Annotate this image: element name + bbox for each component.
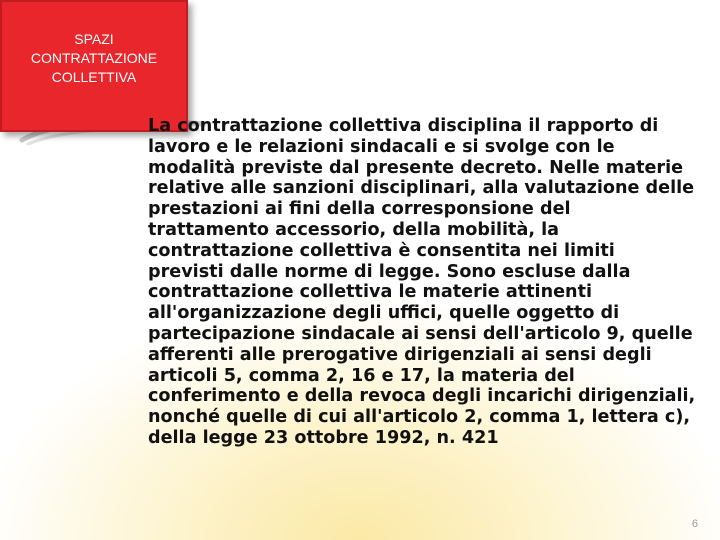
slide-title-line-2: CONTRATTAZIONE (30, 50, 158, 66)
body-paragraph: La contrattazione collettiva disciplina il rapporto di lavoro e le relazioni sindacali e si svolge con le modalità previste dal presente decreto. Nelle materie relative alle sanzioni disciplinari, alla valutazione delle prestazioni ai fini della corresponsione del trattamento accessorio, della mobilità, la contrattazione collettiva è consentita nei limiti previsti dalle norme di legge. Sono escluse dalla contrattazione collettiva le materie attinenti all'organizzazione degli uffici, quelle oggetto di partecipazione sindacale ai sensi dell'articolo 9, quelle afferenti alle prerogative dirigenziali ai sensi degli articoli 5, comma 2, 16 e 17, la materia del conferimento e della revoca degli incarichi dirigenziali, nonché quelle di cui all'articolo 2, comma 1, lettera c), della legge 23 ottobre 1992, n. 421 (148, 116, 696, 448)
slide-title-box (0, 0, 188, 132)
slide-title-line-1: SPAZI (74, 31, 114, 47)
slide-title-line-3: COLLETTIVA (51, 69, 137, 85)
page-number: 6 (691, 518, 698, 530)
